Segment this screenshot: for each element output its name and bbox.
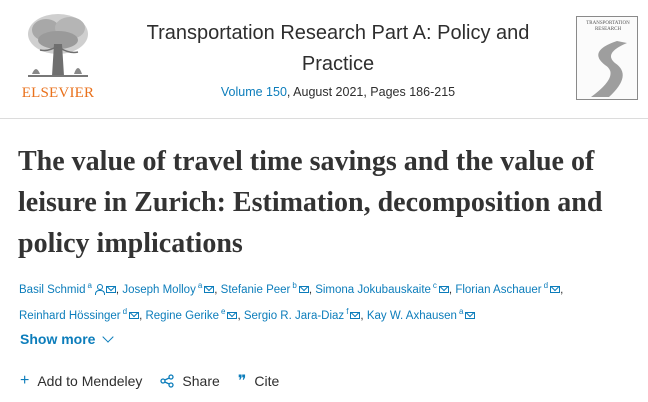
author-link[interactable]	[366, 306, 476, 322]
quote-icon: ❞	[237, 373, 247, 390]
share-label: Share	[182, 373, 220, 389]
journal-title[interactable]: Transportation Research Part A: Policy and Practice	[146, 22, 530, 75]
mail-icon	[106, 286, 116, 293]
author-name: Reinhard Hössinger	[19, 309, 121, 322]
author-name: Joseph Molloy	[122, 283, 196, 296]
share-button[interactable]	[160, 373, 219, 389]
author-name: Stefanie Peer	[220, 283, 291, 296]
mail-icon	[299, 286, 309, 293]
mail-icon	[129, 312, 139, 319]
author-name: Simona Jokubauskaite	[315, 283, 431, 296]
affiliation-sup: b	[292, 281, 297, 290]
affiliation-sup: a	[458, 306, 464, 316]
affiliation-sup: a	[87, 281, 92, 290]
article-actions	[20, 371, 297, 391]
add-to-mendeley-button[interactable]	[20, 372, 142, 390]
mail-icon	[204, 286, 214, 293]
author-name: Basil Schmid	[19, 283, 86, 296]
plus-icon: +	[20, 372, 30, 389]
mail-icon	[227, 312, 237, 319]
affiliation-sup: e	[221, 306, 226, 316]
mail-icon	[550, 286, 560, 293]
mail-icon	[350, 312, 360, 319]
journal-cover-image[interactable]	[576, 16, 638, 100]
person-icon	[94, 284, 104, 294]
author-link[interactable]	[315, 281, 449, 296]
elsevier-wordmark: ELSEVIER	[21, 85, 95, 101]
show-more-button[interactable]	[20, 331, 112, 347]
show-more-label: Show more	[20, 331, 96, 347]
road-illustration-icon	[577, 17, 638, 100]
author-name: Kay W. Axhausen	[366, 309, 457, 322]
author-link[interactable]	[19, 306, 139, 322]
affiliation-sup: c	[432, 281, 437, 290]
add-to-mendeley-label: Add to Mendeley	[37, 373, 143, 389]
cover-title: TRANSPORTATION RESEARCH	[586, 21, 630, 32]
affiliation-sup: f	[346, 306, 349, 316]
issue-details: , August 2021, Pages 186-215	[286, 85, 456, 99]
elsevier-tree-icon	[18, 10, 98, 84]
journal-header	[118, 18, 558, 99]
author-list: Basil Schmid $^a$ , Joseph Molloy $^a$ , Stefanie Peer $^b$ , Simona Jokubauskaite $^c$ , Florian Aschauer $^d$ , Reinhard Hössinger $^d$ , Regine Gerike $^e$ , Sergio R. Jara-Diaz $^f$ , Kay W. Axhausen $^a$	[19, 281, 564, 322]
affiliation-sup: d	[122, 306, 128, 316]
affiliation-sup: d	[543, 281, 549, 290]
author-link[interactable]	[122, 281, 214, 296]
elsevier-logo[interactable]	[18, 10, 98, 102]
chevron-down-icon	[103, 331, 114, 342]
author-link[interactable]	[220, 281, 309, 296]
cite-button[interactable]	[238, 371, 280, 391]
journal-issue-info	[118, 85, 558, 99]
article-title: The value of travel time savings and the value of leisure in Zurich: Estimation, decomposition and policy implications	[18, 146, 603, 259]
mail-icon	[439, 286, 449, 293]
cite-label: Cite	[254, 373, 280, 389]
author-name: Sergio R. Jara-Diaz	[243, 309, 345, 322]
author-name: Florian Aschauer	[455, 283, 542, 296]
author-link[interactable]	[243, 306, 361, 322]
author-link[interactable]	[19, 281, 116, 296]
author-name: Regine Gerike	[145, 309, 219, 322]
affiliation-sup: a	[197, 281, 203, 290]
share-icon	[160, 374, 174, 388]
author-link[interactable]	[145, 306, 237, 322]
mail-icon	[465, 312, 475, 319]
volume-link[interactable]: Volume 150	[220, 85, 287, 99]
author-link[interactable]	[455, 281, 560, 296]
header-divider	[0, 118, 648, 119]
